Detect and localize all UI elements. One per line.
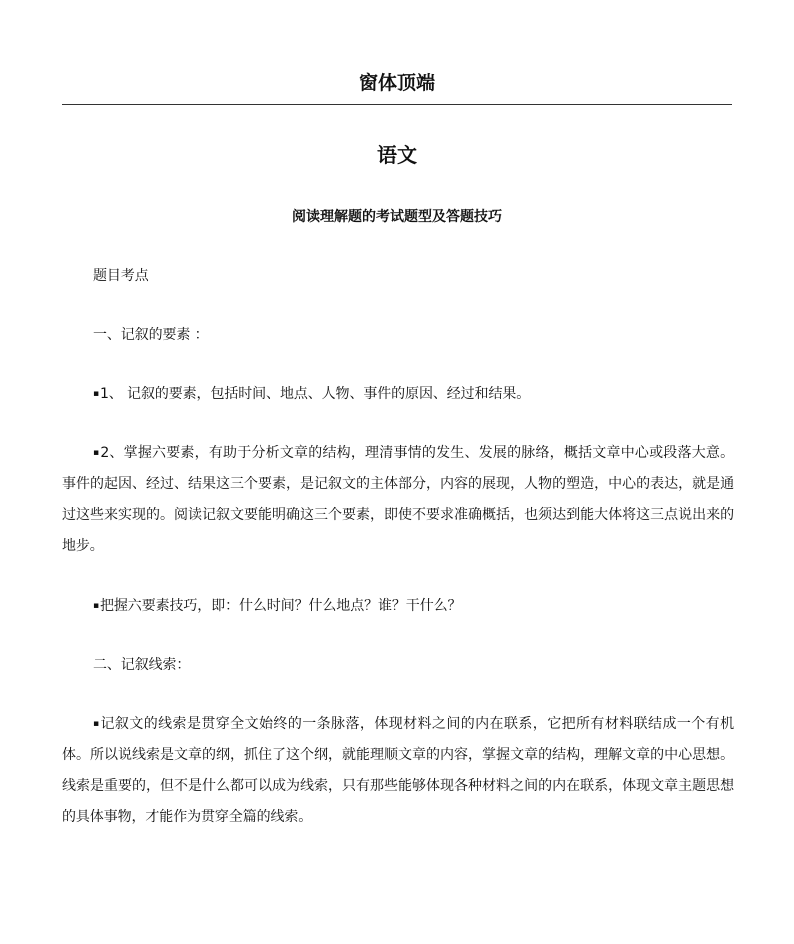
subject-heading: 语文	[377, 143, 417, 167]
paragraph-point-one	[62, 379, 734, 410]
bullet-marker: ▪	[93, 601, 99, 611]
paragraph-text: 2、掌握六要素，有助于分析文章的结构，理清事情的发生、发展的脉络，概括文章中心或段落大意。事件的起因、经过、结果这三个要素，是记叙文的主体部分，内容的展现，人物的塑造，中心的表达，就是通过这些来实现的。阅读记叙文要能明确这三个要素，即使不要求准确概括，也须达到能大体将这三点说出来的地步。	[62, 445, 735, 554]
paragraph-text: 记叙文的线索是贯穿全文始终的一条脉落，体现材料之间的内在联系，它把所有材料联结成一个有机体。所以说线索是文章的纲，抓住了这个纲，就能理顺文章的内容，掌握文章的结构，理解文章的中心思想。线索是重要的，但不是什么都可以成为线索，只有那些能够体现各种材料之间的内在联系，体现文章主题思想的具体事物，才能作为贯穿全篇的线索。	[62, 716, 734, 825]
bullet-marker: ▪	[93, 448, 100, 458]
paragraph-section-one-heading	[62, 320, 734, 351]
paragraph-six-elements-tip	[62, 591, 734, 622]
document-title: 阅读理解题的考试题型及答题技巧	[292, 209, 502, 225]
paragraph-text: 把握六要素技巧，即：什么时间？什么地点？谁？干什么？	[100, 598, 462, 614]
header-divider	[62, 104, 732, 105]
paragraph-text: 题目考点	[93, 268, 149, 284]
bullet-marker: ▪	[93, 389, 99, 399]
paragraph-point-two	[62, 438, 734, 562]
paragraph-text: 一、记叙的要素 ：	[93, 327, 209, 343]
paragraph-topic-points	[62, 261, 734, 292]
paragraph-narrative-clue	[62, 709, 734, 833]
paragraph-text: 二、记叙线索：	[93, 657, 191, 673]
bullet-marker: ▪	[93, 719, 100, 729]
paragraph-section-two-heading	[62, 650, 734, 681]
paragraph-text: 1、 记叙的要素，包括时间、地点、人物、事件的原因、经过和结果。	[100, 386, 531, 402]
page-header-title: 窗体顶端	[358, 72, 435, 94]
